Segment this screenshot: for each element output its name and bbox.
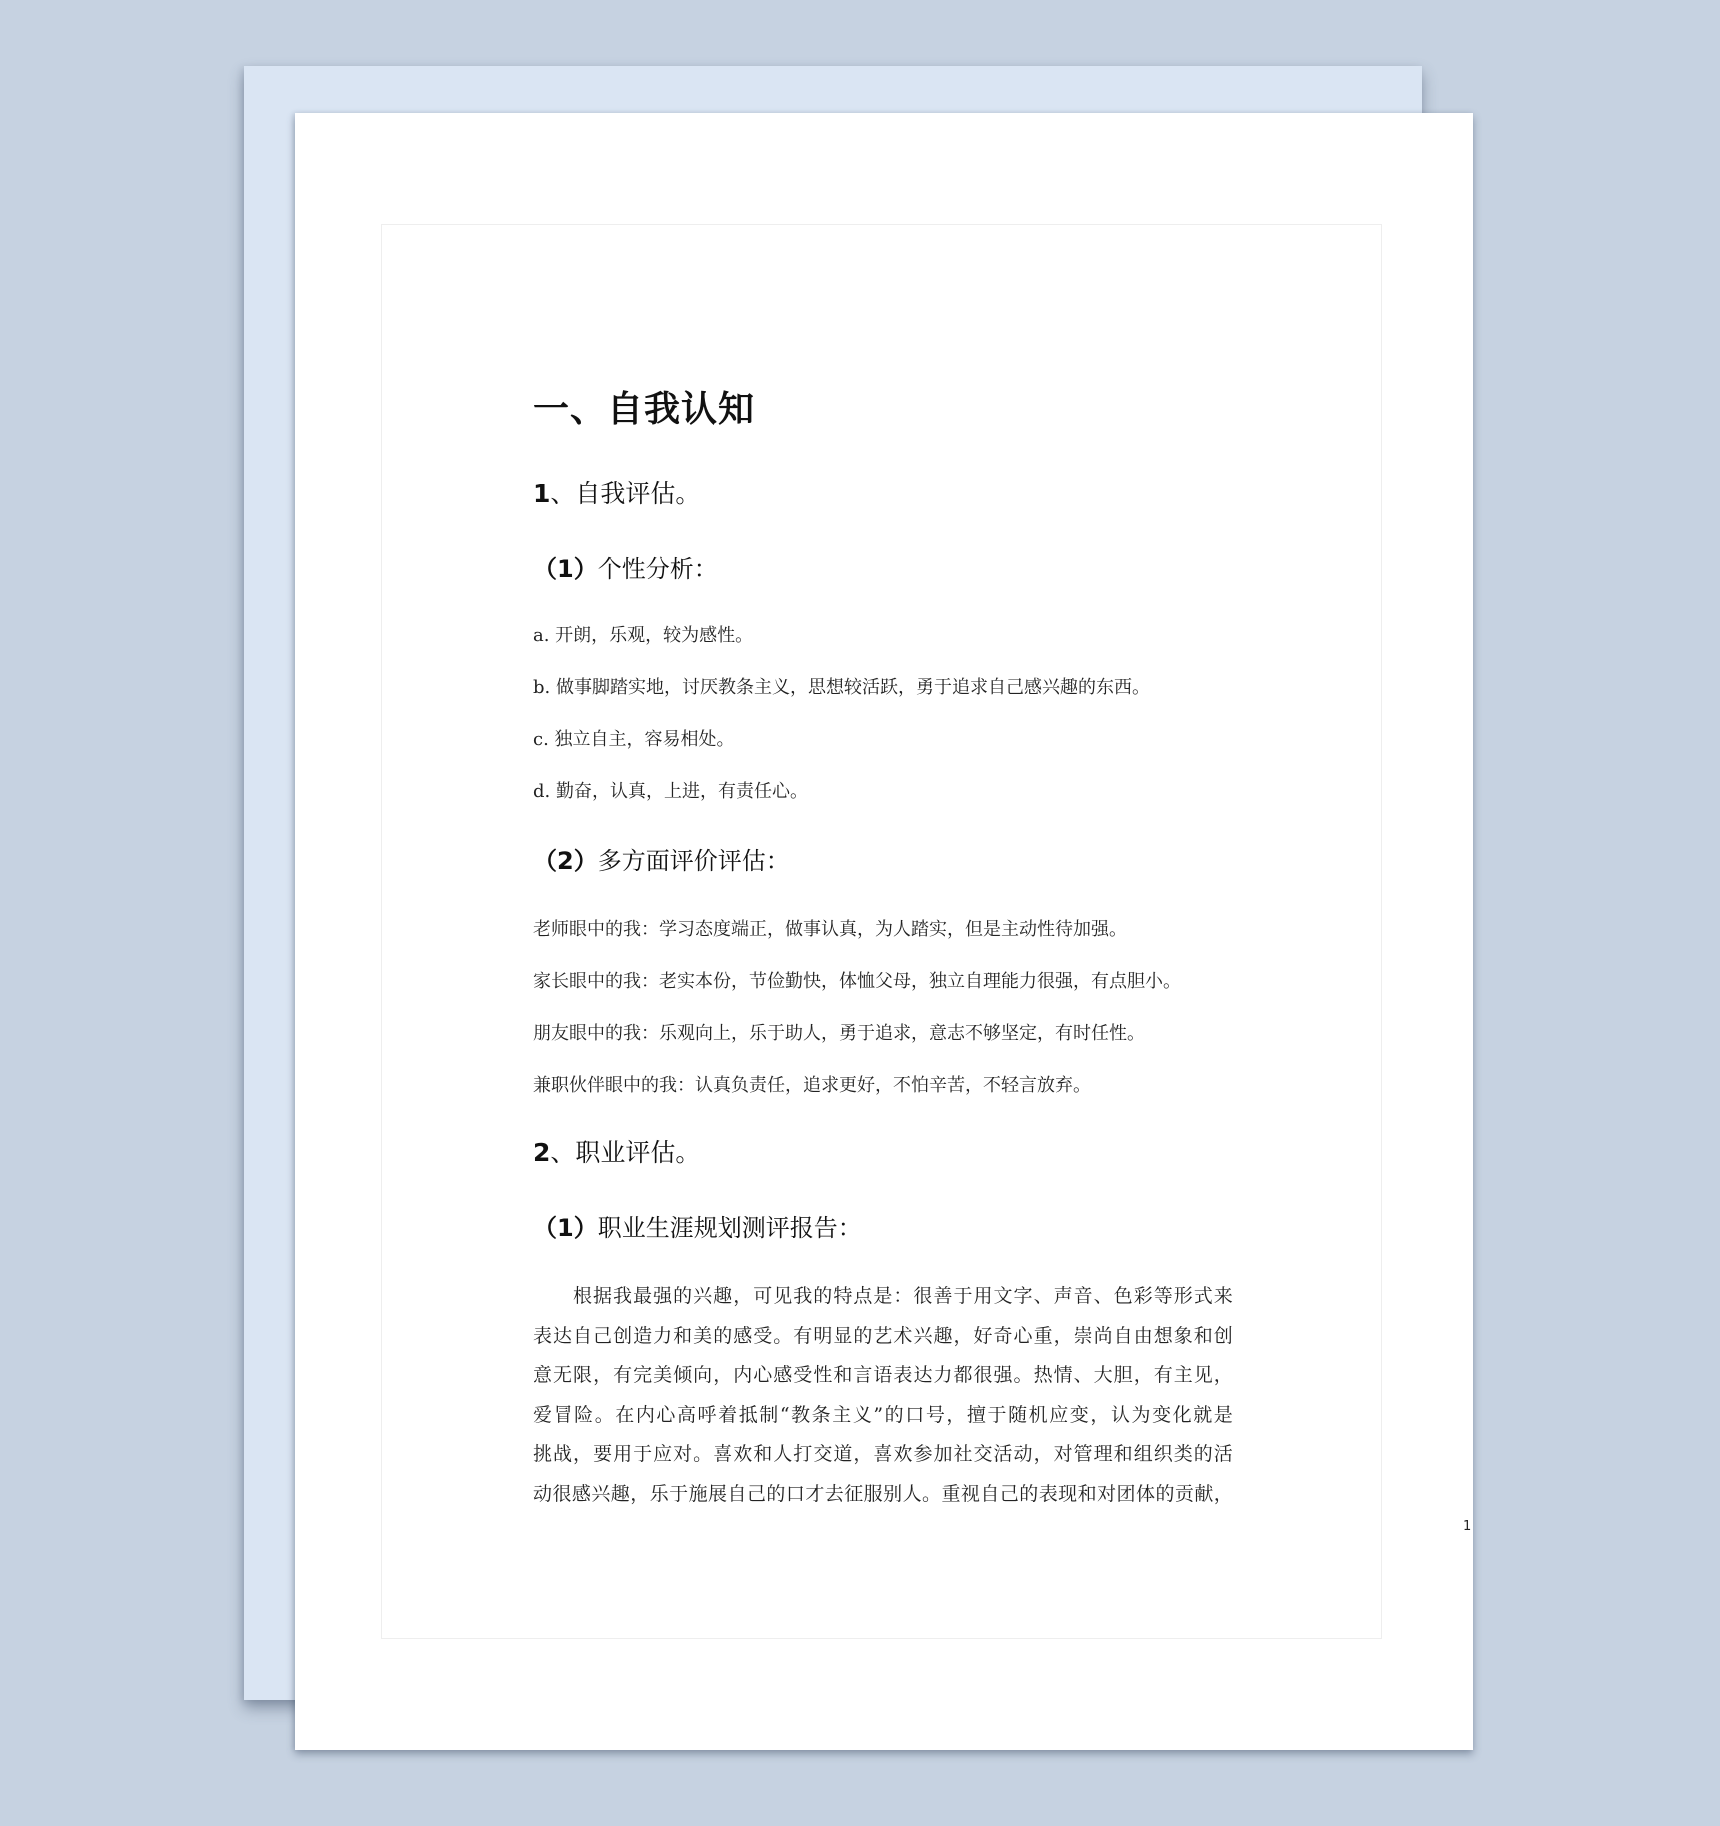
section-title: 、职业评估。 [550, 1138, 701, 1167]
paragraph-line: 爱冒险。在内心高呼着抵制“教条主义”的口号，擅于随机应变，认为变化就是 [533, 1403, 1233, 1426]
subsection-heading-evaluation [533, 841, 790, 876]
subsection-number: （1） [533, 1214, 598, 1242]
subsection-heading-personality [533, 549, 718, 584]
evaluation-partners: 兼职伙伴眼中的我：认真负责任，追求更好，不怕辛苦，不轻言放弃。 [533, 1075, 1091, 1096]
paragraph-line: 根据我最强的兴趣，可见我的特点是：很善于用文字、声音、色彩等形式来 [573, 1285, 1233, 1307]
personality-item-c: c. 独立自主，容易相处。 [533, 729, 735, 750]
document-page [295, 113, 1473, 1750]
evaluation-friends: 朋友眼中的我：乐观向上，乐于助人，勇于追求，意志不够坚定，有时任性。 [533, 1023, 1145, 1044]
subsection-number: （2） [533, 847, 598, 875]
paragraph-line: 表达自己创造力和美的感受。有明显的艺术兴趣，好奇心重，崇尚自由想象和创 [533, 1324, 1233, 1347]
section-number: 2 [533, 1138, 551, 1167]
evaluation-parents: 家长眼中的我：老实本份，节俭勤快，体恤父母，独立自理能力很强，有点胆小。 [533, 971, 1181, 992]
subsection-heading-career-report [533, 1208, 862, 1243]
section-heading-career-assessment [533, 1133, 700, 1169]
page-number: 1 [1463, 1519, 1472, 1534]
personality-item-d: d. 勤奋，认真，上进，有责任心。 [533, 781, 808, 802]
paragraph-line: 动很感兴趣，乐于施展自己的口才去征服别人。重视自己的表现和对团体的贡献， [533, 1482, 1233, 1505]
subsection-number: （1） [533, 555, 598, 583]
section-title: 、自我评估。 [550, 479, 701, 508]
evaluation-teacher: 老师眼中的我：学习态度端正，做事认真，为人踏实，但是主动性待加强。 [533, 919, 1127, 940]
subsection-title: 多方面评价评估： [597, 847, 790, 875]
career-report-paragraph [533, 1277, 1233, 1514]
personality-item-b: b. 做事脚踏实地，讨厌教条主义，思想较活跃，勇于追求自己感兴趣的东西。 [533, 677, 1150, 698]
chapter-heading: 一、自我认知 [533, 389, 756, 430]
paragraph-line: 意无限，有完美倾向，内心感受性和言语表达力都很强。热情、大胆，有主见， [533, 1364, 1233, 1386]
subsection-title: 个性分析： [597, 555, 718, 583]
subsection-title: 职业生涯规划测评报告： [597, 1214, 862, 1242]
personality-item-a: a. 开朗，乐观，较为感性。 [533, 625, 754, 646]
section-number: 1 [533, 479, 551, 508]
section-heading-self-assessment [533, 474, 700, 510]
paragraph-line: 挑战，要用于应对。喜欢和人打交道，喜欢参加社交活动，对管理和组织类的活 [533, 1443, 1233, 1465]
